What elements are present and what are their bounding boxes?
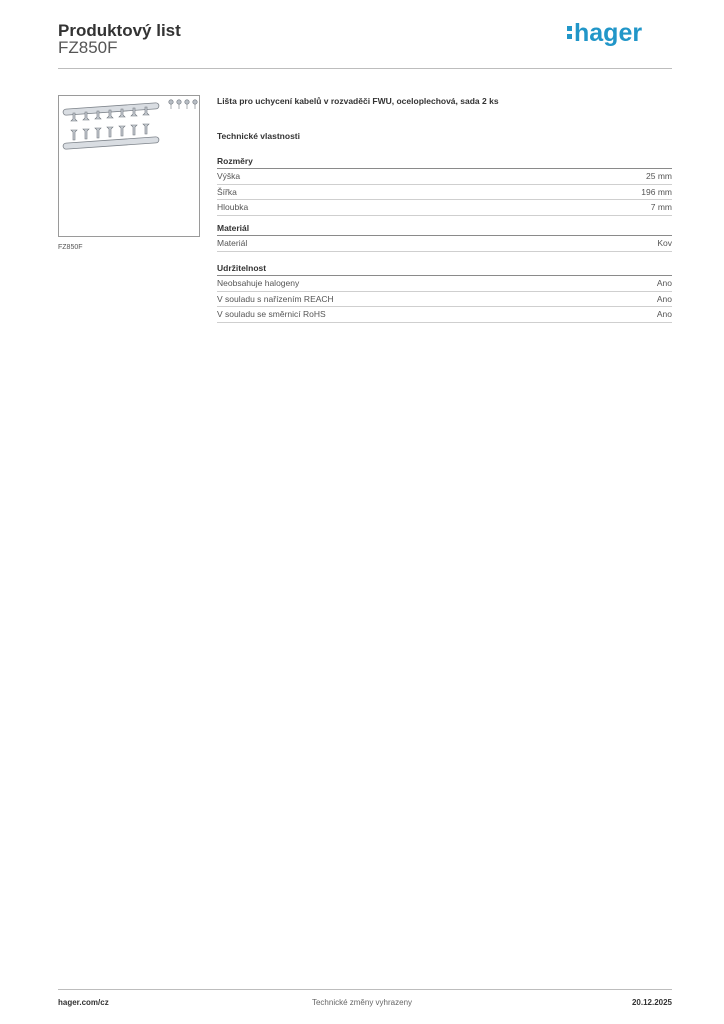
spec-group-sustainability <box>217 261 672 323</box>
group-title: Udržitelnost <box>217 261 672 276</box>
group-title: Rozměry <box>217 154 672 169</box>
footer-divider <box>58 989 672 990</box>
spec-label: Hloubka <box>217 202 249 212</box>
page-title: Produktový list <box>58 21 181 40</box>
svg-text:hager: hager <box>574 19 643 47</box>
product-description: Lišta pro uchycení kabelů v rozvaděči FWU, oceloplechová, sada 2 ks <box>217 96 499 106</box>
spec-label: Šířka <box>217 186 237 197</box>
spec-label: V souladu se směrnicí RoHS <box>217 309 326 319</box>
spec-row <box>217 276 672 292</box>
spec-label: V souladu s nařízením REACH <box>217 293 334 304</box>
spec-group-dimensions <box>217 154 672 216</box>
spec-row <box>217 307 672 323</box>
spec-label: Materiál <box>217 238 248 248</box>
product-image-frame <box>58 95 200 237</box>
spec-value: Ano <box>656 278 672 288</box>
product-image <box>59 96 201 238</box>
spec-row <box>217 200 672 216</box>
header-divider <box>58 68 672 69</box>
spec-row <box>217 169 672 185</box>
footer-website-link[interactable]: hager.com/cz <box>58 998 109 1007</box>
spec-value: 196 mm <box>641 186 672 197</box>
footer-notice: Technické změny vyhrazeny <box>311 998 413 1007</box>
spec-label: Neobsahuje halogeny <box>217 278 300 288</box>
spec-group-material <box>217 221 672 252</box>
spec-value: Ano <box>656 309 672 319</box>
group-title: Materiál <box>217 221 672 236</box>
spec-row <box>217 292 672 308</box>
image-caption: FZ850F <box>58 244 83 251</box>
spec-row <box>217 185 672 201</box>
spec-row <box>217 236 672 252</box>
spec-value: 7 mm <box>650 202 672 212</box>
spec-value: Kov <box>657 238 672 248</box>
spec-value: Ano <box>656 293 672 304</box>
spec-value: 25 mm <box>646 171 672 181</box>
spec-label: Výška <box>217 171 241 181</box>
hager-logo <box>566 17 658 49</box>
section-title: Technické vlastnosti <box>217 131 300 141</box>
product-code: FZ850F <box>58 38 118 57</box>
footer-date: 20.12.2025 <box>631 998 672 1007</box>
